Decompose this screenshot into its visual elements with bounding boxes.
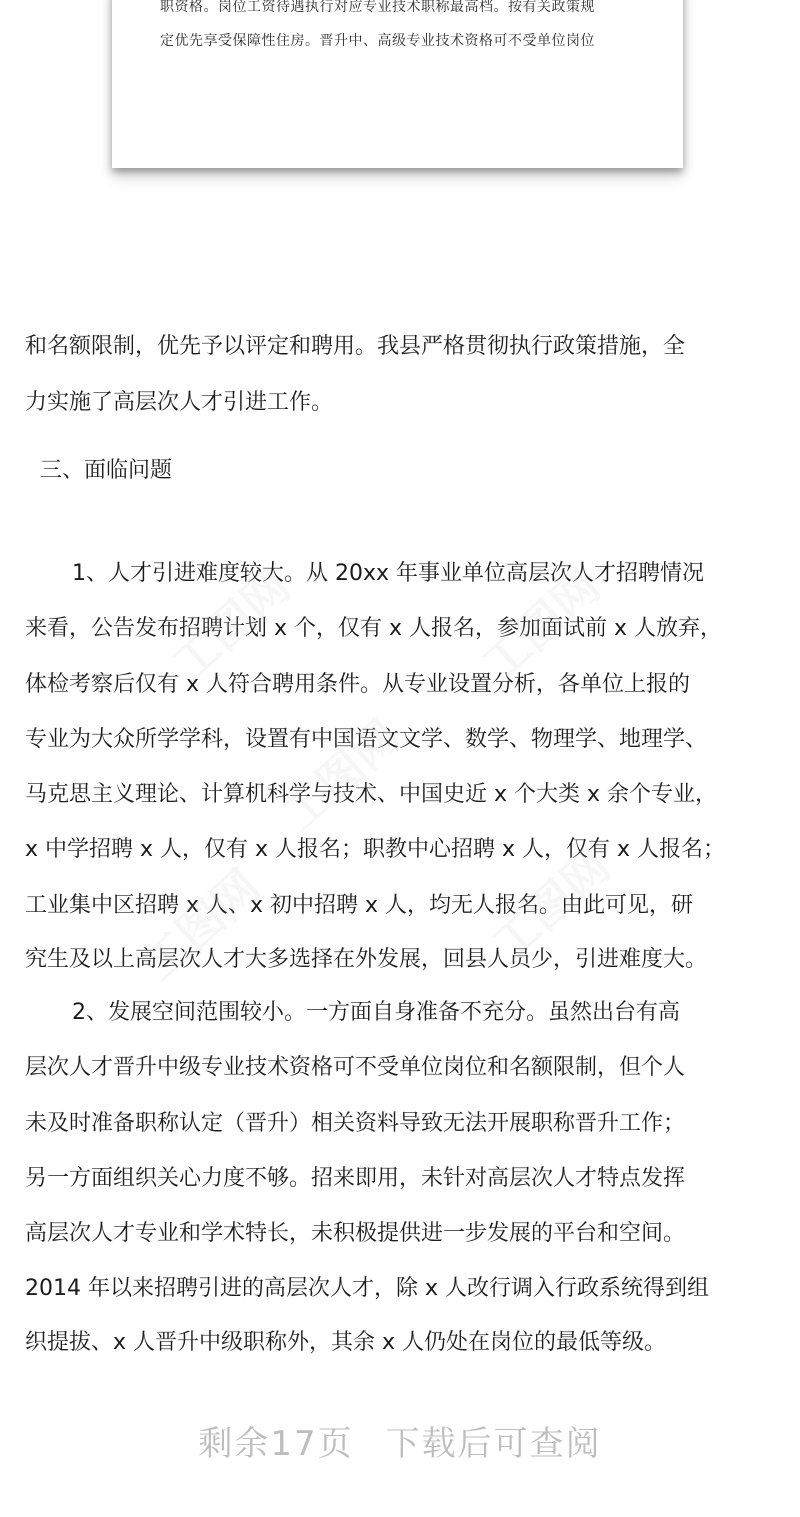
paragraph-line: 织提拔、x 人晋升中级职称外，其余 x 人仍处在岗位的最低等级。 <box>25 1330 667 1355</box>
paragraph-line: 工业集中区招聘 x 人、x 初中招聘 x 人，均无人报名。由此可见，研 <box>25 893 694 918</box>
paragraph-line: 另一方面组织关心力度不够。招来即用，未针对高层次人才特点发挥 <box>25 1166 686 1191</box>
document-preview-card <box>112 0 683 168</box>
paragraph-line: x 中学招聘 x 人，仅有 x 人报名；职教中心招聘 x 人，仅有 x 人报名； <box>25 837 726 862</box>
watermark: 工图网 <box>131 858 271 992</box>
paragraph-line: 未及时准备职称认定（晋升）相关资料导致无法开展职称晋升工作； <box>25 1111 686 1136</box>
watermark: 工图网 <box>481 838 621 972</box>
paragraph-line: 马克思主义理论、计算机科学与技术、中国史近 x 个大类 x 余个专业， <box>25 782 718 807</box>
paragraph-line: 层次人才晋升中级专业技术资格可不受单位岗位和名额限制，但个人 <box>25 1055 686 1080</box>
paragraph-line: 专业为大众所学学科，设置有中国语文文学、数学、物理学、地理学、 <box>25 727 708 752</box>
watermark: 工图网 <box>161 558 301 692</box>
paragraph-line: 1、人才引进难度较大。从 20xx 年事业单位高层次人才招聘情况 <box>72 561 705 586</box>
paragraph-line: 2、发展空间范围较小。一方面自身准备不充分。虽然出台有高 <box>72 1000 680 1025</box>
paragraph-line: 和名额限制，优先予以评定和聘用。我县严格贯彻执行政策措施，全 <box>25 334 686 359</box>
watermark: 工图网 <box>471 558 611 692</box>
remaining-pages-banner[interactable] <box>0 1416 800 1465</box>
paragraph-line: 来看，公告发布招聘计划 x 个，仅有 x 人报名，参加面试前 x 人放弃， <box>25 616 723 641</box>
remaining-pages-text: 剩余17页 <box>198 1424 354 1464</box>
preview-line: 职资格。岗位工资待遇执行对应专业技术职称最高档。按有关政策规 <box>160 0 595 15</box>
paragraph-line: 究生及以上高层次人才大多选择在外发展，回县人员少，引进难度大。 <box>25 947 708 972</box>
paragraph-line: 力实施了高层次人才引进工作。 <box>25 390 334 415</box>
paragraph-line: 2014 年以来招聘引进的高层次人才，除 x 人改行调入行政系统得到组 <box>25 1276 709 1301</box>
download-hint-text: 下载后可查阅 <box>385 1424 602 1464</box>
paragraph-line: 高层次人才专业和学术特长，未积极提供进一步发展的平台和空间。 <box>25 1221 686 1246</box>
watermark: 工图网 <box>271 708 411 842</box>
section-heading: 三、面临问题 <box>40 458 173 483</box>
preview-line: 定优先享受保障性住房。晋升中、高级专业技术资格可不受单位岗位 <box>160 33 595 49</box>
paragraph-line: 体检考察后仅有 x 人符合聘用条件。从专业设置分析，各单位上报的 <box>25 672 691 697</box>
